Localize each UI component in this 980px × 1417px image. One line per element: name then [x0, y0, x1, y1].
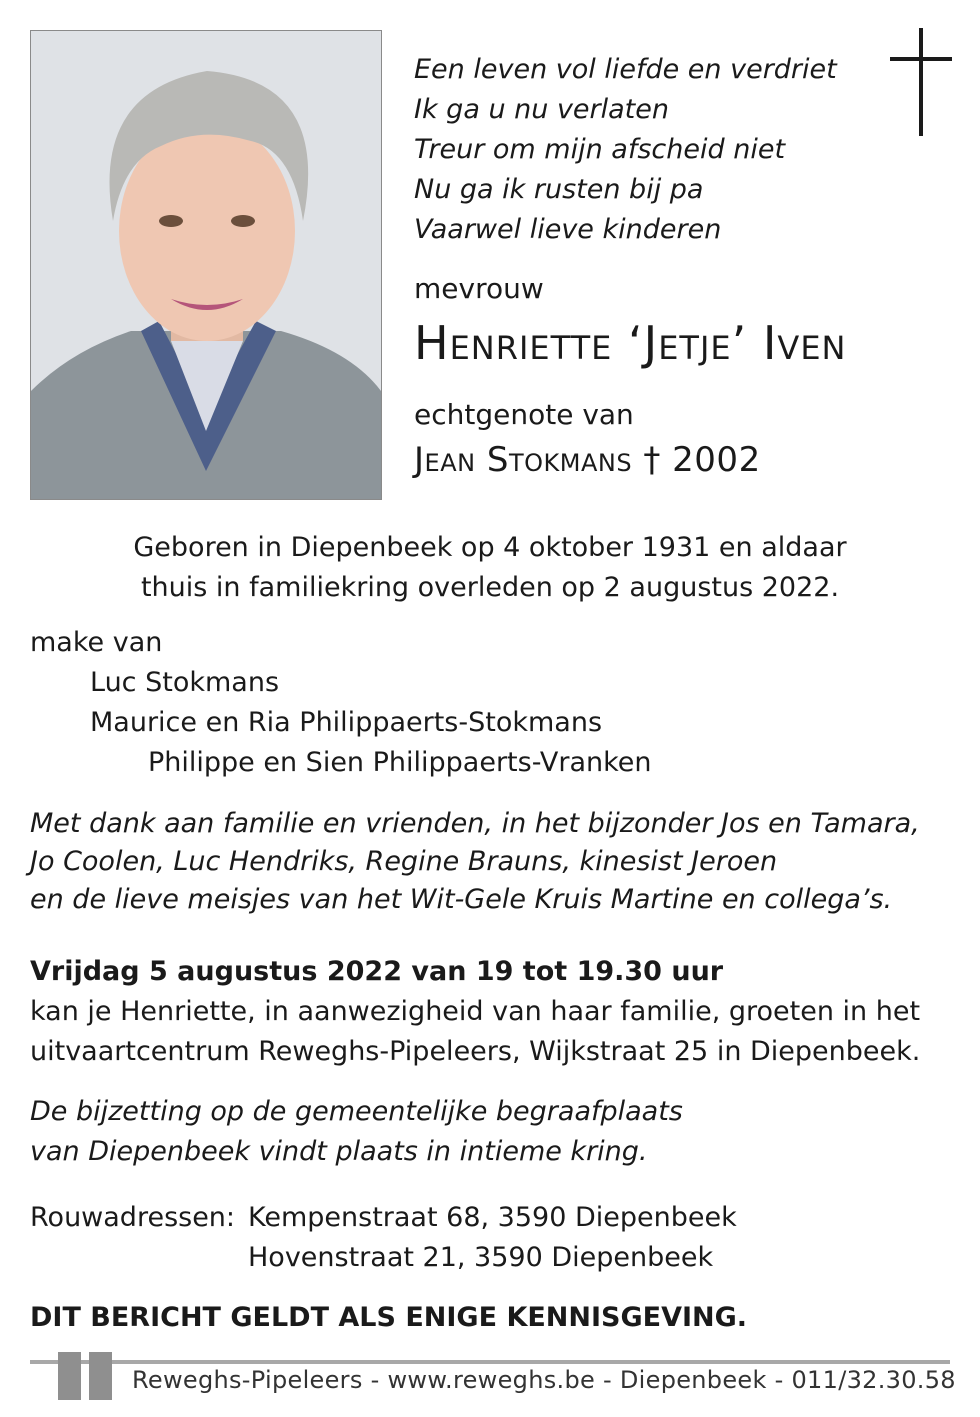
poem-line: Nu ga ik rusten bij pa [414, 174, 704, 205]
notice: DIT BERICHT GELDT ALS ENIGE KENNISGEVING. [30, 1302, 748, 1333]
poem-line: Treur om mijn afscheid niet [414, 134, 786, 165]
thanks-statement [30, 805, 920, 919]
burial-line: De bijzetting op de gemeentelijke begraafplaats [30, 1096, 683, 1127]
address-line: Kempenstraat 68, 3590 Diepenbeek [248, 1202, 737, 1233]
family-label: make van [30, 627, 163, 658]
thanks-line: Met dank aan familie en vrienden, in het bijzonder Jos en Tamara, [30, 808, 920, 839]
family-member: Maurice en Ria Philippaerts-Stokmans [90, 707, 603, 738]
deceased-title: mevrouw [414, 272, 544, 305]
burial-line: van Diepenbeek vindt plaats in intieme kring. [30, 1136, 648, 1167]
family-member: Luc Stokmans [90, 667, 280, 698]
birth-death-line: thuis in familiekring overleden op 2 augustus 2022. [140, 572, 840, 603]
footer-divider [30, 1360, 950, 1364]
poem [414, 50, 837, 250]
burial-info [30, 1092, 683, 1172]
spouse-label: echtgenote van [414, 398, 634, 431]
address-line: Hovenstraat 21, 3590 Diepenbeek [248, 1242, 714, 1273]
funeral-home-logo-icon [58, 1352, 114, 1400]
thanks-line: Jo Coolen, Luc Hendriks, Regine Brauns, kinesist Jeroen [30, 846, 778, 877]
thanks-line: en de lieve meisjes van het Wit-Gele Kruis Martine en collega’s. [30, 884, 893, 915]
visitation-line: uitvaartcentrum Reweghs-Pipeleers, Wijkstraat 25 in Diepenbeek. [30, 1036, 921, 1067]
spouse-name: Jean Stokmans † 2002 [414, 440, 761, 480]
cross-icon [890, 28, 952, 136]
birth-death-statement [30, 528, 950, 608]
footer-contact: Reweghs-Pipeleers - www.reweghs.be - Diepenbeek - 011/32.30.58 [132, 1366, 956, 1394]
poem-line: Een leven vol liefde en verdriet [414, 54, 837, 85]
visitation-datetime: Vrijdag 5 augustus 2022 van 19 tot 19.30 uur [30, 956, 724, 987]
portrait-photo [30, 30, 382, 500]
visitation-info [30, 952, 920, 1072]
birth-death-line: Geboren in Diepenbeek op 4 oktober 1931 en aldaar [133, 532, 847, 563]
poem-line: Vaarwel lieve kinderen [414, 214, 722, 245]
poem-line: Ik ga u nu verlaten [414, 94, 669, 125]
visitation-line: kan je Henriette, in aanwezigheid van haar familie, groeten in het [30, 996, 921, 1027]
family-member: Philippe en Sien Philippaerts-Vranken [148, 747, 652, 778]
addresses-label: Rouwadressen: [30, 1202, 236, 1233]
deceased-name: Henriette ‘Jetje’ Iven [414, 316, 847, 370]
